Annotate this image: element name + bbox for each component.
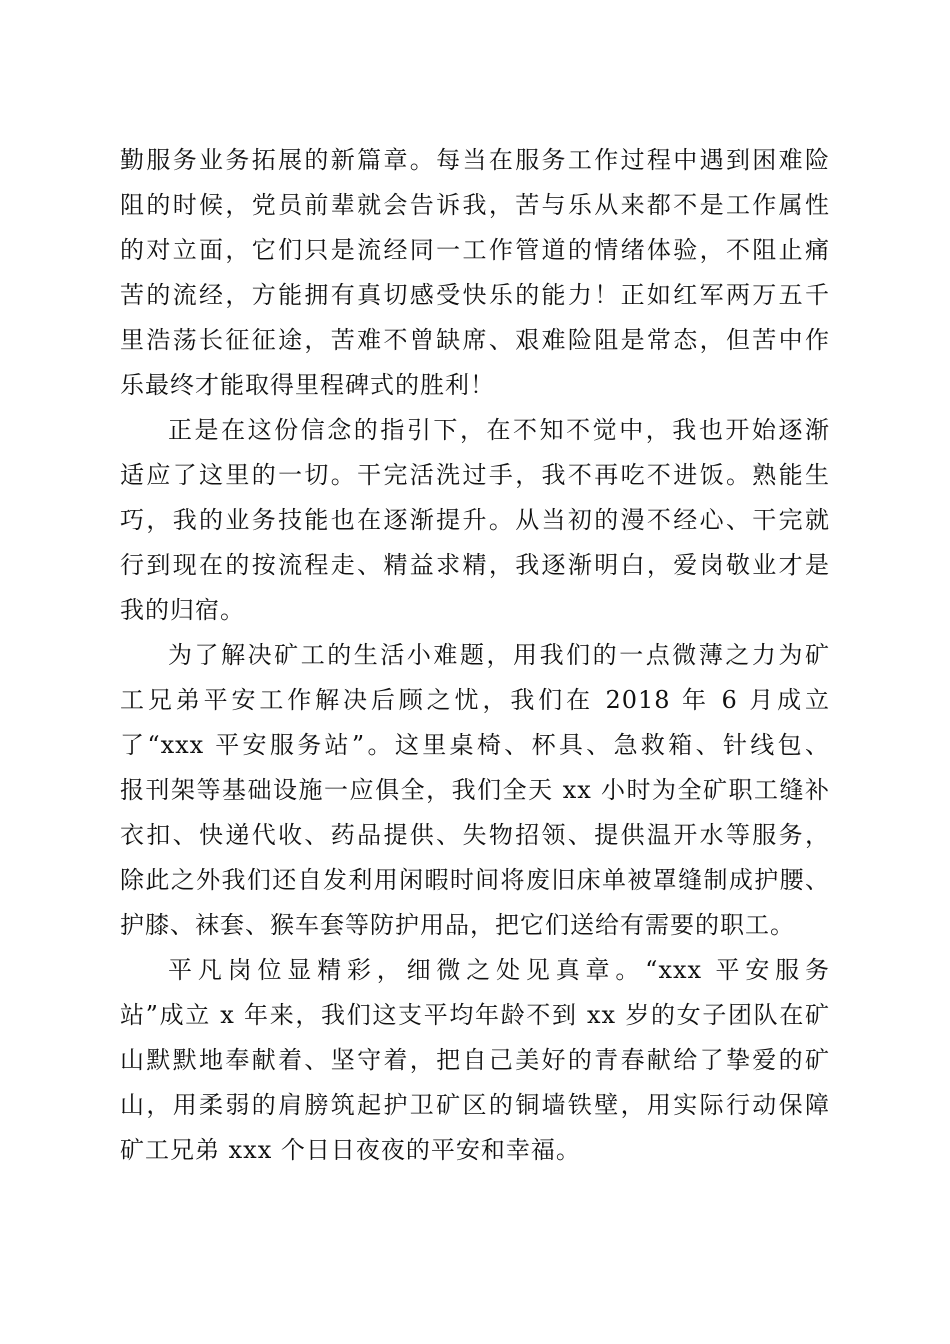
text-line: 山，用柔弱的肩膀筑起护卫矿区的铜墙铁壁，用实际行动保障 (120, 1091, 830, 1119)
text-line: 工兄弟平安工作解决后顾之忧，我们在 2018 年 6 月成立 (120, 686, 830, 714)
text-line: 苦的流经，方能拥有真切感受快乐的能力！正如红军两万五千 (120, 281, 830, 309)
text-line: 矿工兄弟 xxx 个日日夜夜的平安和幸福。 (120, 1136, 581, 1164)
paragraph (120, 408, 830, 633)
text-line: 除此之外我们还自发利用闲暇时间将废旧床单被罩缝制成护腰、 (120, 866, 830, 894)
text-line: 山默默地奉献着、坚守着，把自己美好的青春献给了挚爱的矿 (120, 1046, 830, 1074)
document-body (120, 138, 830, 1173)
text-line: 正是在这份信念的指引下，在不知不觉中，我也开始逐渐 (168, 416, 830, 444)
text-line: 适应了这里的一切。干完活洗过手，我不再吃不进饭。熟能生 (120, 461, 830, 489)
text-line: 平凡岗位显精彩，细微之处见真章。“xxx 平安服务 (168, 956, 830, 984)
text-line: 巧，我的业务技能也在逐渐提升。从当初的漫不经心、干完就 (120, 506, 830, 534)
text-line: 的对立面，它们只是流经同一工作管道的情绪体验，不阻止痛 (120, 236, 830, 264)
text-line: 里浩荡长征征途，苦难不曾缺席、艰难险阻是常态，但苦中作 (120, 326, 830, 354)
paragraph (120, 138, 830, 408)
text-line: 勤服务业务拓展的新篇章。每当在服务工作过程中遇到困难险 (120, 146, 830, 174)
text-line: 站”成立 x 年来，我们这支平均年龄不到 xx 岁的女子团队在矿 (120, 1001, 830, 1029)
paragraph (120, 633, 830, 948)
text-line: 阻的时候，党员前辈就会告诉我，苦与乐从来都不是工作属性 (120, 191, 830, 219)
text-line: 护膝、袜套、猴车套等防护用品，把它们送给有需要的职工。 (120, 911, 795, 939)
text-line: 乐最终才能取得里程碑式的胜利！ (120, 371, 495, 399)
text-line: 衣扣、快递代收、药品提供、失物招领、提供温开水等服务， (120, 821, 830, 849)
text-line: 我的归宿。 (120, 596, 245, 624)
text-line: 为了解决矿工的生活小难题，用我们的一点微薄之力为矿 (168, 641, 830, 669)
text-line: 行到现在的按流程走、精益求精，我逐渐明白，爱岗敬业才是 (120, 551, 830, 579)
text-line: 了“xxx 平安服务站”。这里桌椅、杯具、急救箱、针线包、 (120, 731, 830, 759)
text-line: 报刊架等基础设施一应俱全，我们全天 xx 小时为全矿职工缝补 (120, 776, 830, 804)
paragraph (120, 948, 830, 1173)
